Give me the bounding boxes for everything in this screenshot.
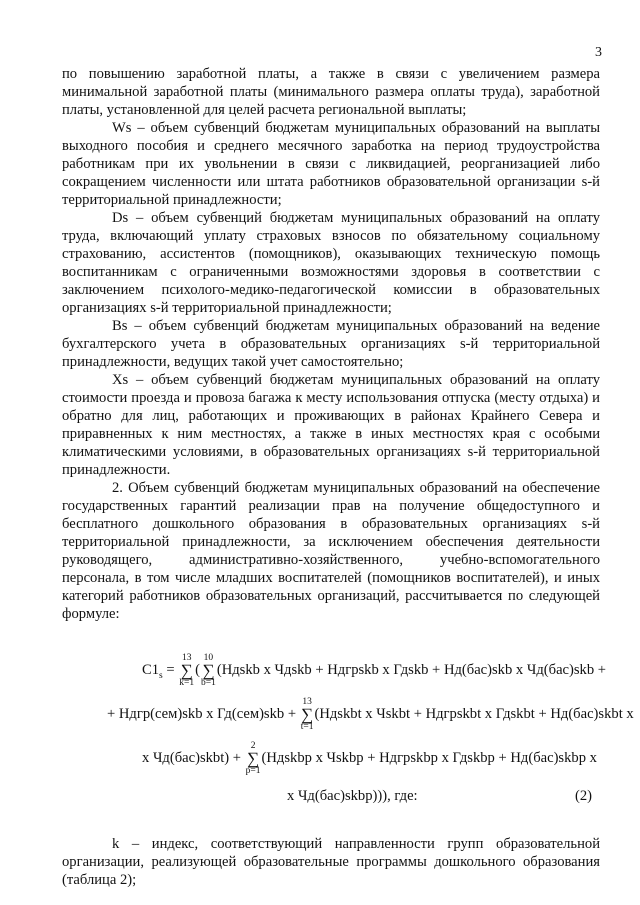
paragraph-xs: Xs – объем субвенций бюджетам муниципальных образований на оплату стоимости проезда и провоза багажа к месту использования отпуска (месту отдыха) и обратно для лиц, работающих и проживающих в районах Крайнего Севера и приравненных к ним местностях, а также в иных местностях края с особыми климатическими условиями, в образовательных организациях s-й территориальной принадлежности.	[62, 372, 600, 478]
formula-line-1: $C1_s$ = 13 ∑ k=1 ( 10 ∑ b=1 (Ндskb x Чдskb + Ндгрskb x Гдskb + Нд(бас)skb x Чд(бас)skb +	[142, 653, 607, 688]
formula-line-3: x Чд(бас)skbt) + 2 ∑ p=1 (Ндskbp x Чskbp + Ндгрskbp x Гдskbp + Нд(бас)skbp x	[142, 741, 597, 776]
paragraph-bs: Bs – объем субвенций бюджетам муниципальных образований на ведение бухгалтерского учета в образовательных организациях s-й территориальной принадлежности, ведущих такой учет самостоятельно;	[62, 318, 600, 370]
document-body	[62, 65, 634, 889]
formula-line-2: + Ндгр(сем)skb x Гд(сем)skb + 13 ∑ t=1 (Ндskbt x Чskbt + Ндгрskbt x Гдskbt + Нд(бас)skbt x	[107, 697, 634, 732]
paragraph-k-index: k – индекс, соответствующий направленности групп образовательной организации, реализующей образовательные программы дошкольного образования (таблица 2);	[62, 836, 600, 888]
sum-b: 10 ∑ b=1	[201, 653, 216, 688]
paragraph-intro: по повышению заработной платы, а также в связи с увеличением размера минимальной заработной платы (минимального размера оплаты труда), заработной платы, установленной для целей расчета региональной выплаты;	[62, 66, 600, 118]
sum-k: 13 ∑ k=1	[179, 653, 195, 688]
sum-p: 2 ∑ p=1	[245, 741, 261, 776]
paragraph-item-2: 2. Объем субвенций бюджетам муниципальных образований на обеспечение государственных гарантий реализации прав на получение общедоступного и бесплатного дошкольного образования в образовательных организациях s-й территориальной принадлежности, за исключением обеспечения деятельности руководящего, административно-хозяйственного, учебно-вспомогательного персонала, в том числе младших воспитателей (помощников воспитателей), и иных категорий работников образовательных организаций, рассчитывается по следующей формуле:	[62, 480, 600, 622]
sum-t: 13 ∑ t=1	[300, 697, 314, 732]
formula-number: (2)	[574, 788, 592, 804]
page-number: 3	[595, 45, 602, 60]
paragraph-ds: Ds – объем субвенций бюджетам муниципальных образований на оплату труда, включающий уплату страховых взносов по обязательному социальному страхованию, ассистентов (помощников), оказывающих техническую помощь воспитанникам с ограниченными возможностями здоровья в соответствии с заключением психолого-медико-педагогической комиссии в образовательных организациях s-й территориальной принадлежности;	[62, 210, 600, 316]
formula-line-4: x Чд(бас)skbp))), где:	[287, 788, 418, 804]
formula-block	[62, 649, 634, 817]
paragraph-ws: Ws – объем субвенций бюджетам муниципальных образований на выплаты выходного пособия и среднего месячного заработка на период трудоустройства работникам при их увольнении в связи с ликвидацией, реорганизацией либо сокращением численности или штата работников образовательной организации s-й территориальной принадлежности;	[62, 120, 600, 208]
